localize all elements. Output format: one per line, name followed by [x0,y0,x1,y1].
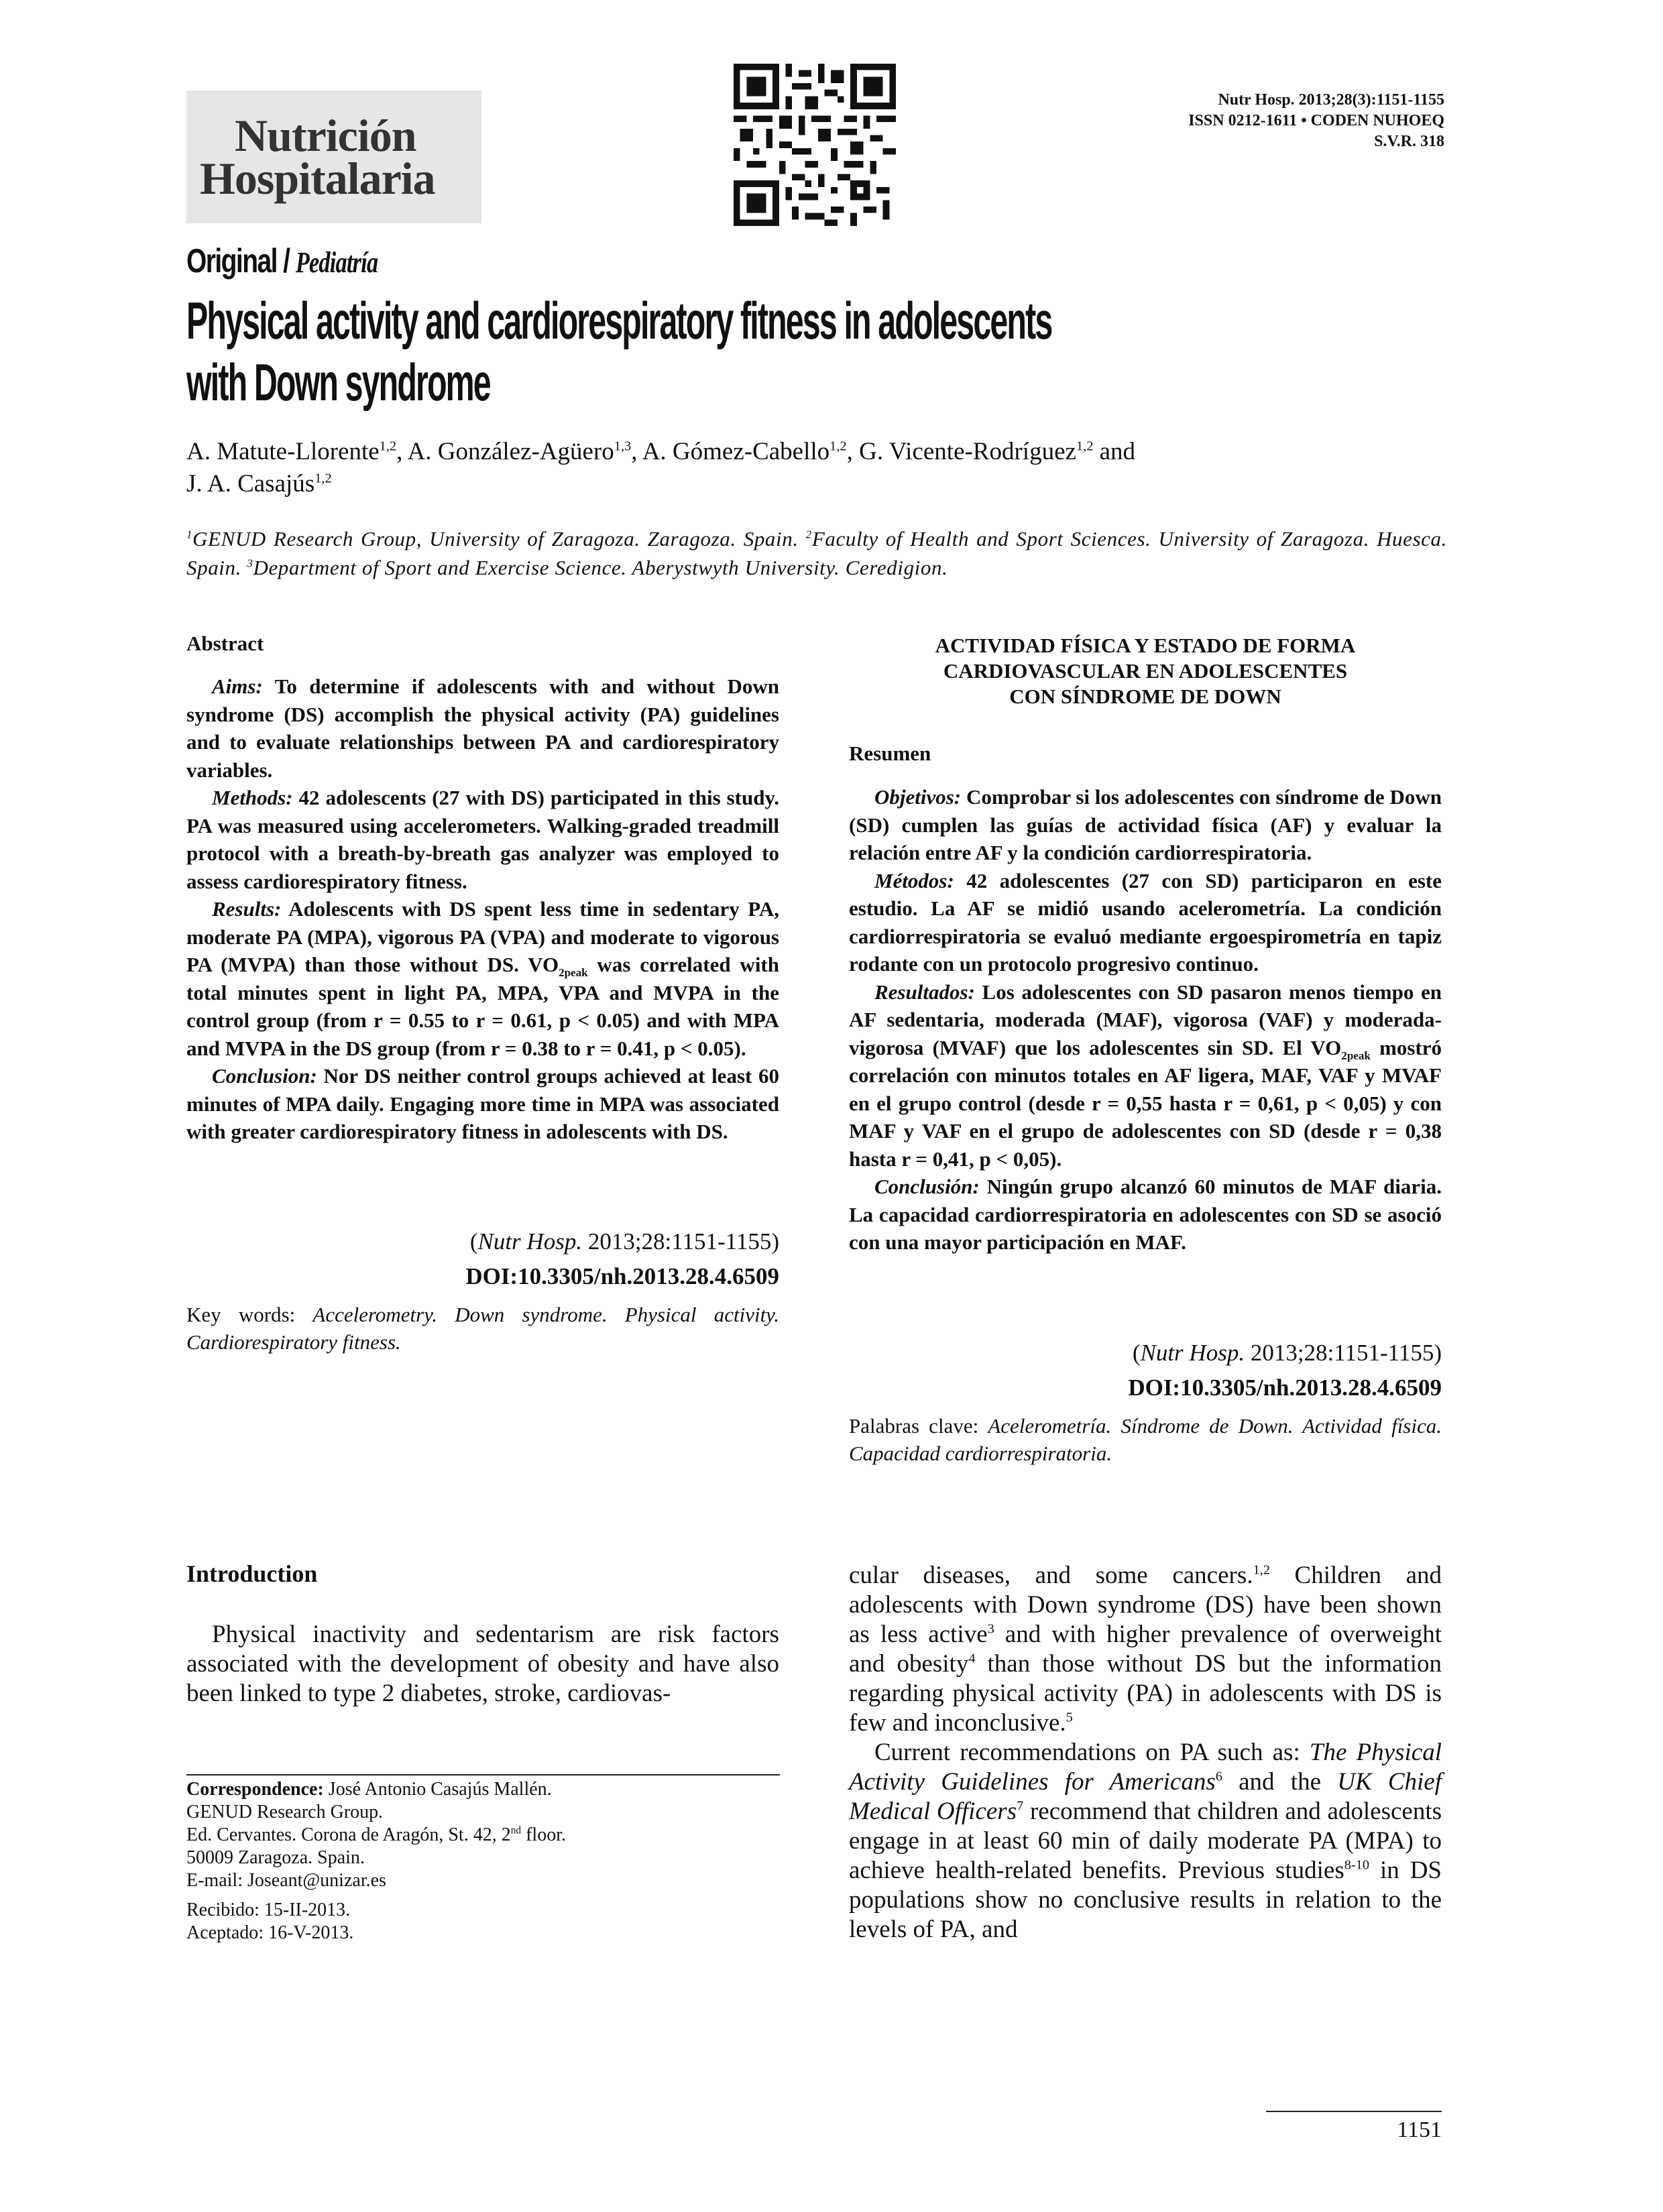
received-date: Recibido: 15-II-2013. [186,1900,351,1920]
correspondence-email: E-mail: Joseant@unizar.es [186,1870,386,1891]
resumen-heading: Resumen [849,742,931,765]
abstract-results: Results: Adolescents with DS spent less time in sedentary PA, moderate PA (MPA), vigorous PA (VPA) and moderate to vigorous PA (MVPA) than those without DS. $VO_{2peak}$ was correlated with total minutes spent in light PA, MPA, VPA and MVPA in the control group (from r = 0.55 to r = 0.61, p < 0.05) and with MPA and MVPA in the DS group (from r = 0.38 to r = 0.41, p < 0.05). [186,897,779,1060]
author: J. A. Casajús$^{1,2}$ [186,470,332,498]
title-line-2: with Down syndrome [186,353,490,412]
resumen-metodos: Métodos: 42 adolescentes (27 con SD) participaron en este estudio. La AF se midió usando acelerometría. La condición cardiorrespiratoria se evaluó mediante ergoespirometría en tapiz rodante con un protocolo progresivo continuo. [849,868,1442,976]
palabras-clave: Palabras clave: Acelerometría. Síndrome de Down. Actividad física. Capacidad cardiorrespiratoria. [849,1414,1442,1465]
abstract-aims: Aims: To determine if adolescents with and without Down syndrome (DS) accomplish the physical activity (PA) guidelines and to evaluate relationships between PA and cardiorespiratory variables. [186,675,779,782]
spanish-title: ACTIVIDAD FÍSICA Y ESTADO DE FORMA CARDIOVASCULAR EN ADOLESCENTES CON SÍNDROME DE DOWN [935,634,1356,708]
resumen-objetivos: Objetivos: Comprobar si los adolescentes con síndrome de Down (SD) cumplen las guías de actividad física (AF) y evaluar la relación entre AF y la condición cardiorrespiratoria. [849,785,1442,864]
page-number-rule [1266,2111,1442,2112]
abstract-heading: Abstract [186,632,264,655]
author: G. Vicente-Rodríguez$^{1,2}$ and [859,438,1136,465]
affiliation: Department of Sport and Exercise Science. Aberystwyth University. Ceredigion. [253,556,948,579]
subsection-label: Pediatría [295,246,378,279]
abstract-citation: (Nutr Hosp. 2013;28:1151-1155) [469,1228,779,1255]
intro-paragraph-continued: cular diseases, and some cancers.$^{1,2}$ Children and adolescents with Down syndrome (DS) have been shown as less active$^3$ and with higher prevalence of overweight and obesity$^4$ than those without DS but the information regarding physical activity (PA) in adolescents with DS is few and inconclusive.$^5$ [849,1562,1442,1737]
abstract-methods: Methods: 42 adolescents (27 with DS) participated in this study. PA was measured using accelerometers. Walking-graded treadmill protocol with a breath-by-breath gas analyzer was employed to assess cardiorespiratory fitness. [186,786,779,893]
journal-svr: S.V.R. 318 [1374,133,1444,150]
abstract-doi: DOI:10.3305/nh.2013.28.4.6509 [465,1263,779,1289]
affiliations: $^1$GENUD Research Group, University of Zaragoza. Zaragoza. Spain. $^2$Faculty of Health and Sport Sciences. University of Zaragoza. Huesca. Spain. $^3$Department of Sport and Exercise Science. Aberystwyth University. Ceredigion. [186,527,1447,579]
author-list [186,436,1447,500]
author: A. González-Agüero$^{1,3}$, [407,438,642,465]
author: A. Matute-Llorente$^{1,2}$, [186,438,408,465]
qr-code-icon [734,64,896,226]
introduction-paragraph: Physical inactivity and sedentarism are risk factors associated with the development of obesity and have also been linked to type 2 diabetes, stroke, cardiovas- [186,1621,779,1707]
affiliation: Faculty of Health and Sport Sciences. University of Zaragoza. Huesca. Spain. [186,527,1447,579]
author: A. Gómez-Cabello$^{1,2}$, [642,438,860,465]
keywords: Key words: Accelerometry. Down syndrome. Physical activity. Cardiorespiratory fitness. [186,1303,779,1354]
section-label: Original / [186,242,290,280]
introduction-right-column [849,1561,1442,1944]
correspondence-block: Correspondence: José Antonio Casajús Mallén. GENUD Research Group. Ed. Cervantes. Corona de Aragón, St. 42, 2nd floor. 50009 Zaragoza. Spain. E-mail: Joseant@unizar.es Recibido: 15-II-2013. Aceptado: 16-V-2013. [186,1778,779,1944]
logo-line-1: Nutrición [235,110,416,161]
journal-issn: ISSN 0212-1611 • CODEN NUHOEQ [1188,112,1444,129]
article-section [186,241,378,280]
abstract-conclusion: Conclusion: Nor DS neither control groups achieved at least 60 minutes of MPA daily. Engaging more time in MPA was associated with greater cardiorespiratory fitness in adolescents with DS. [186,1064,779,1143]
journal-logo [186,91,481,223]
logo-line-2: Hospitalaria [200,153,435,204]
affiliation: GENUD Research Group, University of Zaragoza. Zaragoza. Spain. [192,527,806,550]
introduction-heading: Introduction [186,1560,318,1587]
intro-paragraph-recommendations: Current recommendations on PA such as: The Physical Activity Guidelines for Americans$^6$ and the UK Chief Medical Officers$^7$ recommend that children and adolescents engage in at least 60 min of daily moderate PA (MPA) to achieve health-related benefits. Previous studies$^{8-10}$ in DS populations show no conclusive results in relation to the levels of PA, and [849,1739,1442,1943]
journal-citation: Nutr Hosp. 2013;28(3):1151-1155 [1218,91,1444,109]
resumen-doi: DOI:10.3305/nh.2013.28.4.6509 [1128,1375,1442,1401]
page-number: 1151 [1397,2117,1442,2142]
resumen-body [849,783,1442,1257]
journal-meta [1188,90,1444,152]
title-line-1: Physical activity and cardiorespiratory fitness in adolescents [186,291,1052,350]
accepted-date: Aceptado: 16-V-2013. [186,1922,354,1943]
resumen-resultados: Resultados: Los adolescentes con SD pasaron menos tiempo en AF sedentaria, moderada (MAF), vigorosa (VAF) y moderada-vigorosa (MVAF) que los adolescentes sin SD. El $VO_{2peak}$ mostró correlación con minutos totales en AF ligera, MAF, VAF y MVAF en el grupo control (desde r = 0,55 hasta r = 0,61, p < 0,05) y con MAF y VAF en el grupo de adolescentes con SD (desde r = 0,38 hasta r = 0,41, p < 0,05). [849,980,1442,1171]
correspondence-divider [186,1774,780,1776]
article-title [186,290,1184,413]
resumen-conclusion: Conclusión: Ningún grupo alcanzó 60 minutos de MAF diaria. La capacidad cardiorrespiratoria en adolescentes con SD se asoció con una mayor participación en MAF. [849,1175,1442,1254]
resumen-citation: (Nutr Hosp. 2013;28:1151-1155) [1132,1340,1442,1366]
abstract-body [186,673,779,1146]
